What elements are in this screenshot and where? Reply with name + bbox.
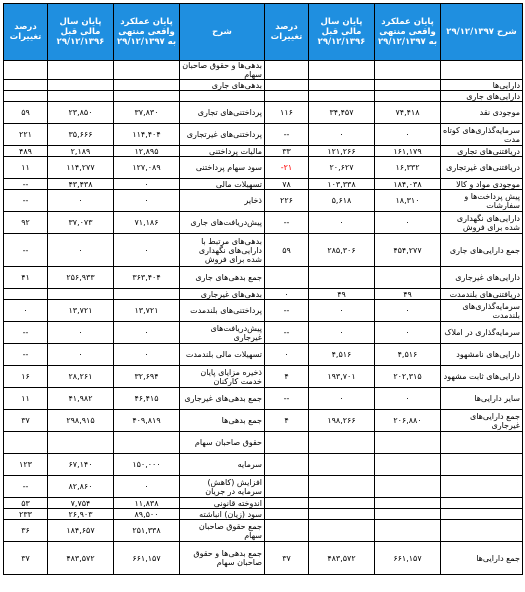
- asset-actual: ۱۶۱,۱۷۹: [375, 146, 441, 157]
- liability-change: [4, 289, 48, 300]
- asset-change: ۲۲۶: [265, 190, 309, 212]
- table-row: [4, 542, 523, 575]
- asset-prior: [309, 498, 375, 509]
- liability-change: ۰: [4, 300, 48, 322]
- liability-actual: [114, 80, 180, 91]
- liability-actual: [114, 432, 180, 454]
- asset-change: [265, 498, 309, 509]
- asset-change: ۱۱۶: [265, 102, 309, 124]
- liability-actual: ۰: [114, 476, 180, 498]
- asset-change: --: [265, 300, 309, 322]
- liability-prior: ۴۱,۹۸۲: [48, 388, 114, 410]
- liability-label: مالیات پرداختنی: [180, 146, 265, 157]
- liability-label: حقوق صاحبان سهام: [180, 432, 265, 454]
- liability-label: جمع حقوق صاحبان سهام: [180, 520, 265, 542]
- liability-prior: [48, 432, 114, 454]
- liability-change: --: [4, 322, 48, 344]
- asset-change: [265, 432, 309, 454]
- asset-label: [441, 476, 523, 498]
- asset-prior: [309, 91, 375, 102]
- asset-change: ۴: [265, 410, 309, 432]
- table-row: [4, 289, 523, 300]
- asset-label: دارایی‌های نگهداری شده برای فروش: [441, 212, 523, 234]
- table-row: [4, 300, 523, 322]
- liability-prior: ۱۳,۷۲۱: [48, 300, 114, 322]
- liability-prior: [48, 289, 114, 300]
- header-assets-actual-1397: پایان عملکرد واقعی منتهی به ۲۹/۱۲/۱۳۹۷: [375, 4, 441, 61]
- liability-change: ۲۳۳: [4, 509, 48, 520]
- liability-actual: ۴۶,۴۱۵: [114, 388, 180, 410]
- liability-label: اندوخته قانونی: [180, 498, 265, 509]
- liability-label: جمع بدهی‌ها: [180, 410, 265, 432]
- asset-label: دارایی‌های ثابت مشهود: [441, 366, 523, 388]
- asset-change: [265, 520, 309, 542]
- liability-prior: ۰: [48, 344, 114, 366]
- asset-actual: ۰: [375, 322, 441, 344]
- liability-change: ۱۱: [4, 388, 48, 410]
- table-row: [4, 80, 523, 91]
- liability-change: ۳۶: [4, 520, 48, 542]
- liability-label: پیش‌دریافت‌های جاری: [180, 212, 265, 234]
- liability-prior: ۴۳,۴۳۸: [48, 179, 114, 190]
- liability-actual: ۱۳,۷۲۱: [114, 300, 180, 322]
- liability-label: سود (زیان) انباشته: [180, 509, 265, 520]
- table-row: [4, 388, 523, 410]
- liability-label: [180, 91, 265, 102]
- liability-label: بدهی‌های غیرجاری: [180, 289, 265, 300]
- liability-prior: ۴۸۳,۵۷۲: [48, 542, 114, 575]
- table-row: [4, 179, 523, 190]
- liability-actual: ۱۱,۸۳۸: [114, 498, 180, 509]
- asset-prior: [309, 61, 375, 80]
- asset-label: [441, 432, 523, 454]
- liability-actual: ۰: [114, 344, 180, 366]
- table-row: [4, 61, 523, 80]
- asset-prior: [309, 267, 375, 289]
- asset-change: --: [265, 322, 309, 344]
- liability-prior: ۲۶,۹۰۳: [48, 509, 114, 520]
- liability-actual: ۳۲,۶۹۴: [114, 366, 180, 388]
- liability-prior: ۲۹۸,۹۱۵: [48, 410, 114, 432]
- liability-change: ۱۲۳: [4, 454, 48, 476]
- liability-change: ۳۷: [4, 542, 48, 575]
- table-row: [4, 509, 523, 520]
- table-row: [4, 146, 523, 157]
- asset-change: --: [265, 212, 309, 234]
- table-row: [4, 157, 523, 179]
- asset-prior: [309, 454, 375, 476]
- liability-change: --: [4, 476, 48, 498]
- table-row: [4, 520, 523, 542]
- asset-prior: [309, 520, 375, 542]
- asset-actual: ۲۰۲,۳۱۵: [375, 366, 441, 388]
- liability-change: [4, 432, 48, 454]
- liability-actual: ۱۲۷,۰۸۹: [114, 157, 180, 179]
- liability-actual: ۰: [114, 190, 180, 212]
- liability-label: پرداختنی‌های تجاری: [180, 102, 265, 124]
- liability-prior: ۲۸,۲۶۱: [48, 366, 114, 388]
- asset-actual: ۱۶,۳۳۲: [375, 157, 441, 179]
- asset-change: [265, 91, 309, 102]
- table-body: [4, 61, 523, 575]
- table-row: [4, 366, 523, 388]
- liability-label: جمع بدهی‌های غیرجاری: [180, 388, 265, 410]
- balance-sheet-table: [3, 3, 523, 575]
- asset-label: دارایی‌های نامشهود: [441, 344, 523, 366]
- asset-actual: [375, 91, 441, 102]
- asset-change: ۳۷: [265, 542, 309, 575]
- liability-change: ۴۸۹: [4, 146, 48, 157]
- liability-actual: ۱۲,۸۹۵: [114, 146, 180, 157]
- asset-actual: ۱۸,۳۱۰: [375, 190, 441, 212]
- header-assets-prior-1396: پایان سال مالی قبل ۲۹/۱۲/۱۳۹۶: [309, 4, 375, 61]
- asset-prior: ۰: [309, 388, 375, 410]
- header-liabilities-actual-1397: پایان عملکرد واقعی منتهی به ۲۹/۱۲/۱۳۹۷: [114, 4, 180, 61]
- asset-label: موجودی مواد و کالا: [441, 179, 523, 190]
- table-row: [4, 322, 523, 344]
- asset-actual: ۴,۵۱۶: [375, 344, 441, 366]
- asset-actual: [375, 61, 441, 80]
- asset-label: دارایی‌ها: [441, 80, 523, 91]
- liability-label: افزایش (کاهش) سرمایه در جریان: [180, 476, 265, 498]
- header-assets-description: شرح ۲۹/۱۲/۱۳۹۷: [441, 4, 523, 61]
- asset-change: [265, 267, 309, 289]
- asset-label: سایر دارایی‌ها: [441, 388, 523, 410]
- asset-label: [441, 61, 523, 80]
- liability-prior: ۳۷,۰۷۳: [48, 212, 114, 234]
- liability-actual: [114, 91, 180, 102]
- asset-change: -۲۱: [265, 157, 309, 179]
- asset-prior: ۱۹۸,۲۶۶: [309, 410, 375, 432]
- asset-prior: ۵,۶۱۸: [309, 190, 375, 212]
- asset-actual: ۰: [375, 124, 441, 146]
- asset-label: پیش پرداخت‌ها و سفارشات: [441, 190, 523, 212]
- asset-actual: ۶۶۱,۱۵۷: [375, 542, 441, 575]
- asset-actual: ۲۰۶,۸۸۰: [375, 410, 441, 432]
- liability-prior: ۲۳,۸۵۰: [48, 102, 114, 124]
- asset-prior: ۴,۵۱۶: [309, 344, 375, 366]
- asset-label: [441, 454, 523, 476]
- asset-prior: ۰: [309, 300, 375, 322]
- asset-label: دارایی‌های جاری: [441, 91, 523, 102]
- liability-change: ۳۷: [4, 410, 48, 432]
- liability-change: --: [4, 344, 48, 366]
- liability-change: --: [4, 234, 48, 267]
- liability-prior: ۲۵۶,۹۳۳: [48, 267, 114, 289]
- asset-prior: [309, 432, 375, 454]
- asset-actual: ۰: [375, 300, 441, 322]
- liability-change: ۲۲۱: [4, 124, 48, 146]
- table-row: [4, 190, 523, 212]
- liability-prior: ۰: [48, 234, 114, 267]
- asset-actual: [375, 267, 441, 289]
- asset-label: موجودی نقد: [441, 102, 523, 124]
- table-row: [4, 410, 523, 432]
- asset-actual: [375, 432, 441, 454]
- table-row: [4, 454, 523, 476]
- liability-actual: [114, 61, 180, 80]
- asset-actual: [375, 454, 441, 476]
- liability-prior: [48, 91, 114, 102]
- table-row: [4, 498, 523, 509]
- liability-label: بدهی‌ها و حقوق صاحبان سهام: [180, 61, 265, 80]
- liability-label: بدهی‌های جاری: [180, 80, 265, 91]
- liability-label: پرداختنی‌های غیرتجاری: [180, 124, 265, 146]
- asset-actual: ۰: [375, 212, 441, 234]
- liability-change: ۵۹: [4, 102, 48, 124]
- asset-change: [265, 80, 309, 91]
- liability-label: جمع بدهی‌ها و حقوق صاحبان سهام: [180, 542, 265, 575]
- liability-prior: ۷,۷۵۴: [48, 498, 114, 509]
- asset-actual: [375, 498, 441, 509]
- liability-label: سود سهام پرداختنی: [180, 157, 265, 179]
- asset-prior: ۱۲۱,۲۶۶: [309, 146, 375, 157]
- liability-prior: ۱۱۴,۲۷۷: [48, 157, 114, 179]
- asset-label: جمع دارایی‌های جاری: [441, 234, 523, 267]
- liability-label: بدهی‌های مرتبط با دارایی‌های نگهداری شده برای فروش: [180, 234, 265, 267]
- asset-change: --: [265, 388, 309, 410]
- table-row: [4, 212, 523, 234]
- asset-actual: ۴۹: [375, 289, 441, 300]
- liability-prior: ۱۸۴,۶۵۷: [48, 520, 114, 542]
- liability-prior: ۰: [48, 190, 114, 212]
- liability-label: تسهیلات مالی بلندمدت: [180, 344, 265, 366]
- header-assets-change-pct: درصد تغییرات: [265, 4, 309, 61]
- liability-actual: ۱۱۴,۴۰۴: [114, 124, 180, 146]
- liability-change: ۴۱: [4, 267, 48, 289]
- liability-change: --: [4, 179, 48, 190]
- liability-prior: [48, 61, 114, 80]
- asset-change: [265, 476, 309, 498]
- table-row: [4, 267, 523, 289]
- asset-actual: ۱۸۴,۰۳۸: [375, 179, 441, 190]
- asset-change: --: [265, 124, 309, 146]
- table-row: [4, 91, 523, 102]
- asset-label: دریافتنی‌های بلندمدت: [441, 289, 523, 300]
- liability-actual: ۳۶۳,۴۰۴: [114, 267, 180, 289]
- liability-label: پیش‌دریافت‌های غیرجاری: [180, 322, 265, 344]
- asset-prior: ۲۸۵,۳۰۶: [309, 234, 375, 267]
- liability-actual: ۷۱,۱۸۶: [114, 212, 180, 234]
- liability-actual: ۱۵۰,۰۰۰: [114, 454, 180, 476]
- asset-label: [441, 498, 523, 509]
- liability-actual: ۳۷,۸۳۰: [114, 102, 180, 124]
- liability-actual: ۲۵۱,۳۳۸: [114, 520, 180, 542]
- asset-change: [265, 454, 309, 476]
- liability-prior: ۶۷,۱۴۰: [48, 454, 114, 476]
- asset-label: دریافتنی‌های تجاری: [441, 146, 523, 157]
- asset-prior: [309, 80, 375, 91]
- asset-prior: ۲۰,۶۲۷: [309, 157, 375, 179]
- asset-change: ۰: [265, 289, 309, 300]
- asset-change: ۵۹: [265, 234, 309, 267]
- asset-change: [265, 509, 309, 520]
- asset-label: سرمایه‌گذاری‌های کوتاه مدت: [441, 124, 523, 146]
- liability-actual: ۰: [114, 322, 180, 344]
- asset-actual: ۰: [375, 388, 441, 410]
- asset-change: [265, 61, 309, 80]
- asset-change: ۰: [265, 344, 309, 366]
- asset-prior: ۰: [309, 212, 375, 234]
- table-row: [4, 476, 523, 498]
- asset-prior: [309, 509, 375, 520]
- asset-prior: ۰: [309, 322, 375, 344]
- asset-label: سرمایه‌گذاری در املاک: [441, 322, 523, 344]
- table-row: [4, 124, 523, 146]
- liability-prior: ۸۲,۸۶۰: [48, 476, 114, 498]
- asset-actual: [375, 520, 441, 542]
- asset-actual: [375, 476, 441, 498]
- asset-label: جمع دارایی‌ها: [441, 542, 523, 575]
- liability-change: ۱۶: [4, 366, 48, 388]
- liability-change: [4, 80, 48, 91]
- liability-change: ۹۲: [4, 212, 48, 234]
- asset-prior: ۱۹۳,۷۰۱: [309, 366, 375, 388]
- asset-label: دریافتنی‌های غیرتجاری: [441, 157, 523, 179]
- liability-change: [4, 91, 48, 102]
- liability-prior: ۳۵,۶۶۶: [48, 124, 114, 146]
- liability-label: ذخیره مزایای پایان خدمت کارکنان: [180, 366, 265, 388]
- liability-change: --: [4, 190, 48, 212]
- liability-actual: ۴۰۹,۸۱۹: [114, 410, 180, 432]
- liability-prior: ۲,۱۸۹: [48, 146, 114, 157]
- liability-prior: [48, 80, 114, 91]
- table-row: [4, 102, 523, 124]
- asset-actual: ۷۴,۴۱۸: [375, 102, 441, 124]
- liability-label: جمع بدهی‌های جاری: [180, 267, 265, 289]
- asset-change: ۴: [265, 366, 309, 388]
- liability-actual: ۰: [114, 234, 180, 267]
- asset-prior: ۳۴,۴۵۷: [309, 102, 375, 124]
- asset-prior: ۴۹: [309, 289, 375, 300]
- asset-actual: [375, 80, 441, 91]
- asset-label: [441, 509, 523, 520]
- asset-change: ۳۳: [265, 146, 309, 157]
- asset-label: [441, 520, 523, 542]
- header-row: [4, 4, 523, 61]
- liability-label: تسهیلات مالی: [180, 179, 265, 190]
- asset-actual: [375, 509, 441, 520]
- header-liabilities-change-pct: درصد تغییرات: [4, 4, 48, 61]
- balance-sheet: [3, 3, 522, 589]
- asset-prior: [309, 476, 375, 498]
- table-row: [4, 234, 523, 267]
- asset-prior: ۰: [309, 124, 375, 146]
- asset-label: دارایی‌های غیرجاری: [441, 267, 523, 289]
- header-liabilities-prior-1396: پایان سال مالی قبل ۲۹/۱۲/۱۳۹۶: [48, 4, 114, 61]
- liability-label: ذخایر: [180, 190, 265, 212]
- liability-actual: ۶۶۱,۱۵۷: [114, 542, 180, 575]
- asset-change: ۷۸: [265, 179, 309, 190]
- liability-change: ۱۱: [4, 157, 48, 179]
- liability-actual: [114, 289, 180, 300]
- liability-prior: ۰: [48, 322, 114, 344]
- table-row: [4, 432, 523, 454]
- liability-label: سرمایه: [180, 454, 265, 476]
- asset-label: سرمایه‌گذاری‌های بلندمدت: [441, 300, 523, 322]
- liability-actual: ۰: [114, 179, 180, 190]
- asset-actual: ۴۵۴,۲۷۷: [375, 234, 441, 267]
- liability-change: ۵۳: [4, 498, 48, 509]
- asset-prior: ۱۰۳,۳۳۸: [309, 179, 375, 190]
- table-row: [4, 344, 523, 366]
- asset-prior: ۴۸۳,۵۷۲: [309, 542, 375, 575]
- asset-label: جمع دارایی‌های غیرجاری: [441, 410, 523, 432]
- liability-label: پرداختنی‌های بلندمدت: [180, 300, 265, 322]
- header-liabilities-description: شرح: [180, 4, 265, 61]
- liability-change: [4, 61, 48, 80]
- liability-actual: ۸۹,۵۰۰: [114, 509, 180, 520]
